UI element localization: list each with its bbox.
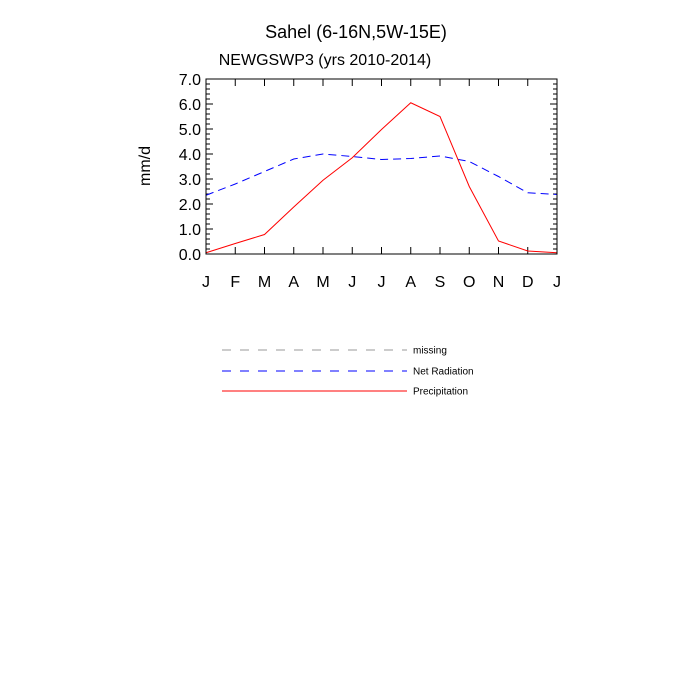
legend-label: Precipitation: [413, 386, 469, 398]
y-tick-label: 3.0: [178, 172, 201, 189]
series-line-net-radiation: [206, 154, 557, 195]
x-tick-label: M: [257, 274, 272, 291]
x-tick-label: A: [405, 274, 417, 291]
y-tick-labels: [179, 72, 201, 264]
x-tick-label: J: [202, 274, 210, 291]
legend: [222, 346, 474, 398]
plot-frame: [206, 79, 557, 254]
y-tick-label: 6.0: [178, 97, 201, 114]
y-tick-label: 1.0: [178, 222, 201, 239]
y-tick-label: 0.0: [178, 247, 201, 264]
series-line-precipitation: [206, 103, 557, 253]
y-tick-label: 4.0: [178, 147, 201, 164]
x-tick-label: J: [348, 274, 357, 291]
series-lines: [206, 103, 557, 253]
y-axis-label: mm/d: [137, 146, 154, 186]
y-tick-label: 5.0: [178, 122, 201, 139]
x-tick-label: O: [463, 274, 476, 291]
y-tick-label: 7.0: [178, 72, 201, 89]
x-tick-label: A: [288, 274, 300, 291]
axis-ticks: [206, 79, 557, 254]
x-tick-label: J: [553, 274, 561, 291]
x-tick-label: J: [377, 274, 386, 291]
x-tick-label: D: [521, 274, 534, 291]
legend-label: Net Radiation: [413, 366, 474, 378]
x-tick-labels: [202, 274, 561, 291]
legend-label: missing: [413, 345, 447, 357]
x-tick-label: S: [434, 274, 446, 291]
chart-subtitle: NEWGSWP3 (yrs 2010-2014): [218, 52, 432, 69]
x-tick-label: F: [230, 274, 241, 291]
x-tick-label: N: [492, 274, 505, 291]
y-tick-label: 2.0: [178, 197, 201, 214]
x-tick-label: M: [316, 274, 330, 291]
chart-title: Sahel (6-16N,5W-15E): [265, 22, 447, 42]
